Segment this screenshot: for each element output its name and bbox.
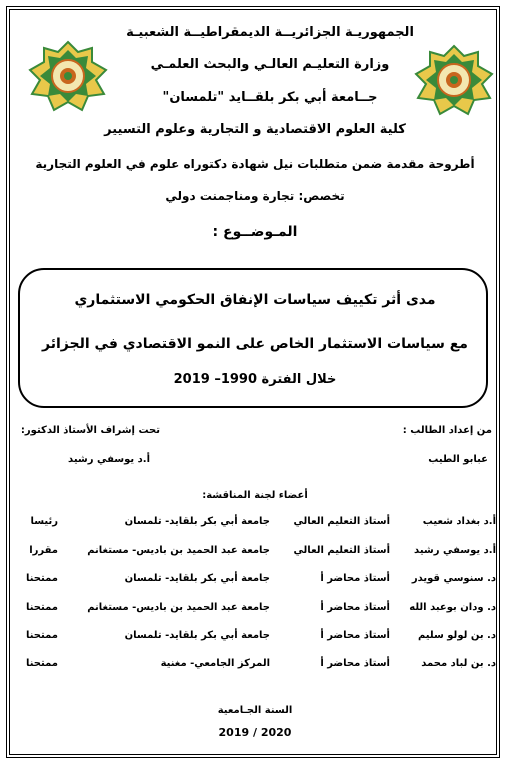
member-rank: أستاذ محاضر أ [320, 573, 390, 584]
specialty-line: تخصص: تجارة ومناجمنت دولي [165, 189, 345, 203]
title-line-2: مع سياسات الاستثمار الخاص على النمو الاقتصادي في الجزائر [42, 336, 468, 352]
thesis-line: أطروحة مقدمة ضمن متطلبات نيل شهادة دكتوراه علوم في العلوم التجارية [35, 157, 475, 171]
supervisor-label: تحت إشراف الأستاذ الدكتور: [20, 425, 160, 436]
university-line: جــامعة أبي بكر بلقــايد "تلمسان" [162, 90, 378, 105]
member-rank: أستاذ التعليم العالي [293, 545, 390, 556]
university-seal-right [412, 44, 496, 116]
title-line-1: مدى أثر تكييف سياسات الإنفاق الحكومي الاستثماري [74, 292, 436, 308]
member-institution: جامعة عبد الحميد بن باديس- مستغانم [87, 545, 270, 556]
member-rank: أستاذ محاضر أ [320, 602, 390, 613]
member-role: رئيسا [30, 516, 58, 527]
member-name: د. بن لباد محمد [421, 658, 496, 669]
member-name: د. سنوسي قويدر [411, 573, 496, 584]
member-institution: جامعة أبي بكر بلقايد- تلمسان [124, 630, 270, 641]
academic-year: 2020 / 2019 [218, 726, 292, 739]
committee-row [0, 602, 510, 622]
member-name: أ.د يوسفي رشيد [414, 545, 496, 556]
member-name: أ.د بغداد شعيب [422, 516, 496, 527]
member-role: ممتحنا [25, 658, 58, 669]
committee-row [0, 545, 510, 565]
ministry-line: وزارة التعليـم العالـي والبحث العلمـي [150, 57, 390, 72]
member-rank: أستاذ محاضر أ [320, 630, 390, 641]
member-role: ممتحنا [25, 573, 58, 584]
committee-label: أعضاء لجنة المناقشة: [202, 490, 308, 501]
member-role: مقررا [29, 545, 58, 556]
member-name: د. بن لولو سليم [417, 630, 496, 641]
republic-line: الجمهوريـة الجزائريــة الديمقراطيــة الشعبيـة [126, 25, 414, 40]
member-institution: المركز الجامعي- مغنية [160, 658, 270, 669]
title-period: خلال الفترة 1990– 2019 [173, 372, 337, 387]
committee-row [0, 516, 510, 536]
member-institution: جامعة عبد الحميد بن باديس- مستغانم [87, 602, 270, 613]
faculty-line: كلية العلوم الاقتصادية و التجارية وعلوم التسيير [104, 122, 406, 137]
member-role: ممتحنا [25, 630, 58, 641]
member-rank: أستاذ التعليم العالي [293, 516, 390, 527]
member-institution: جامعة أبي بكر بلقايد- تلمسان [124, 573, 270, 584]
supervisor-name: أ.د يوسفي رشيد [68, 454, 150, 465]
member-rank: أستاذ محاضر أ [320, 658, 390, 669]
committee-row [0, 630, 510, 650]
committee-row [0, 658, 510, 678]
academic-year-label: السنة الجـامعية [217, 705, 293, 716]
university-seal-icon [412, 44, 496, 116]
committee-row [0, 573, 510, 593]
member-role: ممتحنا [25, 602, 58, 613]
student-label: من إعداد الطالب : [402, 425, 492, 436]
member-name: د. ودان بوعبد الله [409, 602, 496, 613]
student-name: عبابو الطيب [428, 454, 488, 465]
member-institution: جامعة أبي بكر بلقايد- تلمسان [124, 516, 270, 527]
topic-label: المـوضــوع : [212, 224, 298, 240]
